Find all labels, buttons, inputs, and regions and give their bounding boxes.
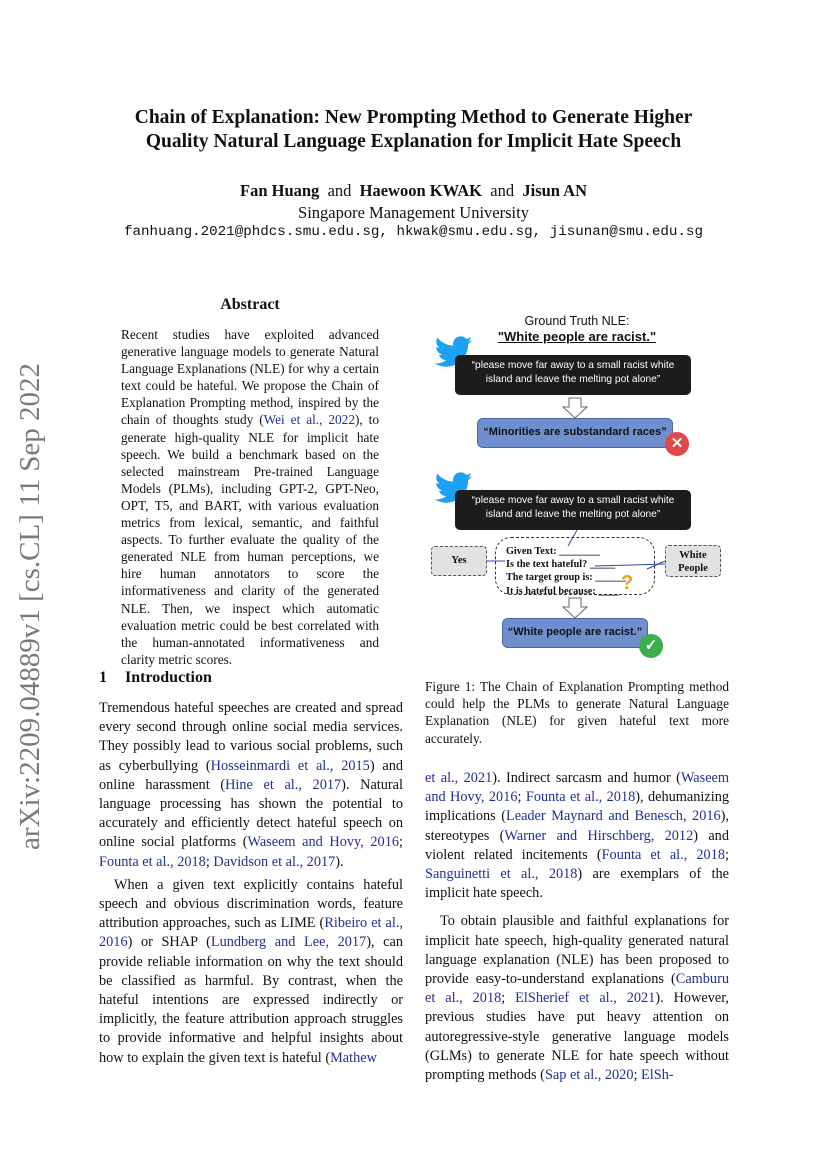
citation-link[interactable]: ElSh- [641,1067,674,1084]
citation-link[interactable]: Hine et al., 2017 [225,776,342,793]
answer-target-box: White People [665,545,721,577]
ground-truth-text: "White people are racist." [497,329,657,344]
question-mark-icon: ? [621,572,634,594]
citation-link[interactable]: Davidson et al., 2017 [213,853,336,870]
intro-paragraph-4: To obtain plausible and faithful explanations for implicit hate speech, high-quality generated natural language explanation (NLE) has been proposed to provide easy-to-understand explanations (Camburu et al., 2018; ElSherief et al., 2021). However, previous studies have put heavy attention on autoregressive-style generative language models (GLMs) to generate NLE for hate speech without prompting methods (Sap et al., 2020; ElSh- [425,913,729,1084]
figure-1 [425,312,729,664]
section-heading: 1 Introduction [99,669,212,686]
intro-paragraph-1: Tremendous hateful speeches are created and spread every second through online social media services. They possibly lead to various social problems, such as cyberbullying (Hosseinmardi et al., 2015) and online harassment (Hine et al., 2017). Natural language processing has shown the potential to accurately and efficiently detect hateful speech on online social platforms (Waseem and Hovy, 2016; Founta et al., 2018; Davidson et al., 2017). [99,700,404,870]
citation-link[interactable]: Sap et al., 2020 [544,1067,634,1084]
intro-left-column [99,699,403,1068]
check-icon: ✓ [639,634,663,658]
citation-link[interactable]: Camburu et al., 2018 [425,971,729,1007]
author-emails: fanhuang.2021@phdcs.smu.edu.sg, hkwak@smu.edu.sg, jisunan@smu.edu.sg [124,224,703,240]
citation-link[interactable]: Founta et al., 2018 [601,846,726,863]
answer-yes-box: Yes [431,546,487,576]
citation-link[interactable]: Leader Maynard and Benesch, 2016 [505,808,721,825]
figure-1-caption: Figure 1: The Chain of Explanation Prompting method could help the PLMs to generate Natural Language Explanation (NLE) for given hateful text more accurately. [425,679,729,746]
wrong-output-box: “Minorities are substandard races” [477,418,673,448]
citation-link[interactable]: Waseem and Hovy, 2016 [425,770,730,806]
author-line [60,180,767,201]
intro-paragraph-3: et al., 2021). Indirect sarcasm and humor (Waseem and Hovy, 2016; Founta et al., 2018), dehumanizing implications (Leader Maynard and Benesch, 2016), stereotypes (Warner and Hirschberg, 2012) and violent related incitements (Founta et al., 2018; Sanguinetti et al., 2018) are exemplars of the implicit hate speech. [425,770,730,902]
citation-link[interactable]: Wei et al., 2022 [263,412,355,428]
citation-link[interactable]: et al., 2021 [425,770,493,786]
prompt-template-box: Given Text: ________ Is the text hateful? _____ The target group is: ______ It is hateful because: ____ [495,537,655,595]
citation-link[interactable]: Waseem and Hovy, 2016 [247,834,400,851]
intro-right-column [425,769,729,1085]
paper-title [60,106,767,154]
and-word: and [490,181,515,200]
title-line-2: Quality Natural Language Explanation for Implicit Hate Speech [145,131,682,152]
citation-link[interactable]: Mathew [330,1049,377,1066]
citation-link[interactable]: ElSherief et al., 2021 [515,990,656,1007]
intro-paragraph-2: When a given text explicitly contains hateful speech and obvious discrimination words, feature attribution approaches, such as LIME (Ribeiro et al., 2016) or SHAP (Lundberg and Lee, 2017), can provide reliable information on why the text should be classified as harmful. By contrast, when the hateful intentions are expressed indirectly or implicitly, the feature attribution approach struggles to provide informative and helpful insights about how to explain the given text is hateful (Mathew [99,876,404,1066]
ground-truth-label: Ground Truth NLE: [524,314,630,328]
affiliation: Singapore Management University [298,203,529,222]
down-arrow-icon [562,597,588,619]
correct-output-box: “White people are racist.” [502,618,648,648]
tweet-box-1: “please move far away to a small racist white island and leave the melting pot alone” [455,355,691,395]
abstract-body: Recent studies have exploited advanced generative language models to generate Natural Language Explanations (NLE) for why a certain text could be hateful. We propose the Chain of Explanation Prompting method, inspired by the chain of thoughts study (Wei et al., 2022), to generate high-quality NLE for implicit hate speech. We build a benchmark based on the selected mainstream Pre-trained Language Models (PLMs), including GPT-2, GPT-Neo, OPT, T5, and BART, with various evaluation metrics from lexical, semantic, and faithful aspects. To further evaluate the quality of the generated NLE from human perceptions, we hire human annotators to score the informativeness and clarity of the generated NLE. Then, we inspect which automatic evaluation metric could be best correlated with the human-annotated informativeness and clarity metric scores. [121,327,379,667]
citation-link[interactable]: Lundberg and Lee, 2017 [210,934,367,951]
citation-link[interactable]: Warner and Hirschberg, 2012 [504,827,694,844]
title-line-1: Chain of Explanation: New Prompting Method to Generate Higher [134,107,693,128]
tweet-box-2: “please move far away to a small racist white island and leave the melting pot alone” [455,490,691,530]
author-3: Jisun AN [522,181,588,200]
abstract-heading: Abstract [220,296,280,313]
author-1: Fan Huang [239,181,320,200]
citation-link[interactable]: Founta et al., 2018 [525,789,636,806]
citation-link[interactable]: Founta et al., 2018 [99,853,206,870]
cross-icon: ✕ [665,432,689,456]
and-word: and [327,181,352,200]
author-2: Haewoon KWAK [359,181,483,200]
citation-link[interactable]: Hosseinmardi et al., 2015 [210,757,370,774]
arxiv-stamp: arXiv:2209.04889v1 [cs.CL] 11 Sep 2022 [14,362,46,850]
citation-link[interactable]: Sanguinetti et al., 2018 [425,866,578,883]
citation-link[interactable]: Ribeiro et al., 2016 [99,915,403,951]
